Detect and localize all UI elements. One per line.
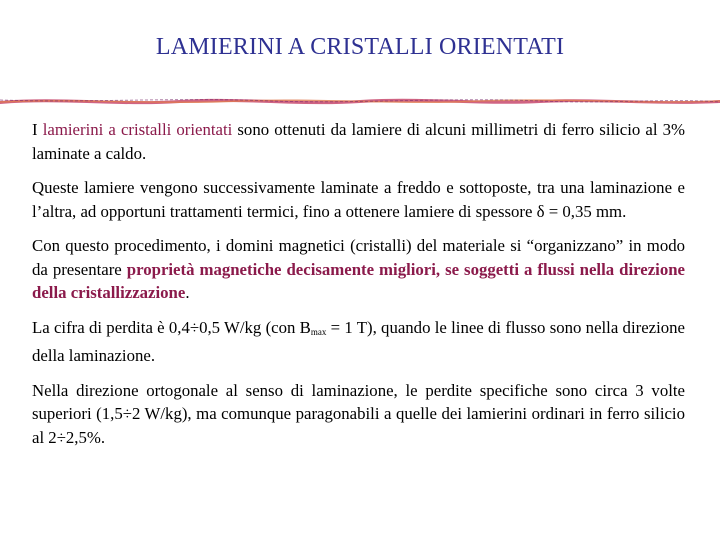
- highlight-properties: proprietà magnetiche decisamente migliori, se soggetti a flussi nella direzione della cristallizzazione: [32, 259, 685, 302]
- highlight-term: lamierini a cristalli orientati: [42, 120, 233, 139]
- subscript-max: max: [310, 326, 327, 337]
- paragraph-5: Nella direzione ortogonale al senso di laminazione, le perdite specifiche sono circa 3 volte superiori (1,5÷2 W/kg), ma comunque paragonabili a quelle dei lamierini ordinari in ferro silicio al 2÷2,5%.: [32, 380, 685, 447]
- slide-body: [32, 118, 685, 460]
- paragraph-4: La cifra di perdita è 0,4÷0,5 W/kg (con $B_{max} = 1$ T), quando le linee di flusso sono nella direzione della laminazione.: [32, 317, 685, 365]
- slide-title: LAMIERINI A CRISTALLI ORIENTATI: [155, 34, 565, 60]
- title-divider: [0, 92, 720, 110]
- paragraph-3: Con questo procedimento, i domini magnetici (cristalli) del materiale si “organizzano” in modo da presentare proprietà magnetiche decisamente migliori, se soggetti a flussi nella direzione della cristallizzazione.: [32, 236, 685, 302]
- paragraph-2: Queste lamiere vengono successivamente laminate a freddo e sottoposte, tra una laminazione e l’altra, ad opportuni trattamenti termici, fino a ottenere lamiere di spessore δ = 0,35 mm.: [32, 178, 685, 221]
- paragraph-1: I lamierini a cristalli orientati sono ottenuti da lamiere di alcuni millimetri di ferro silicio al 3% laminate a caldo.: [32, 120, 686, 163]
